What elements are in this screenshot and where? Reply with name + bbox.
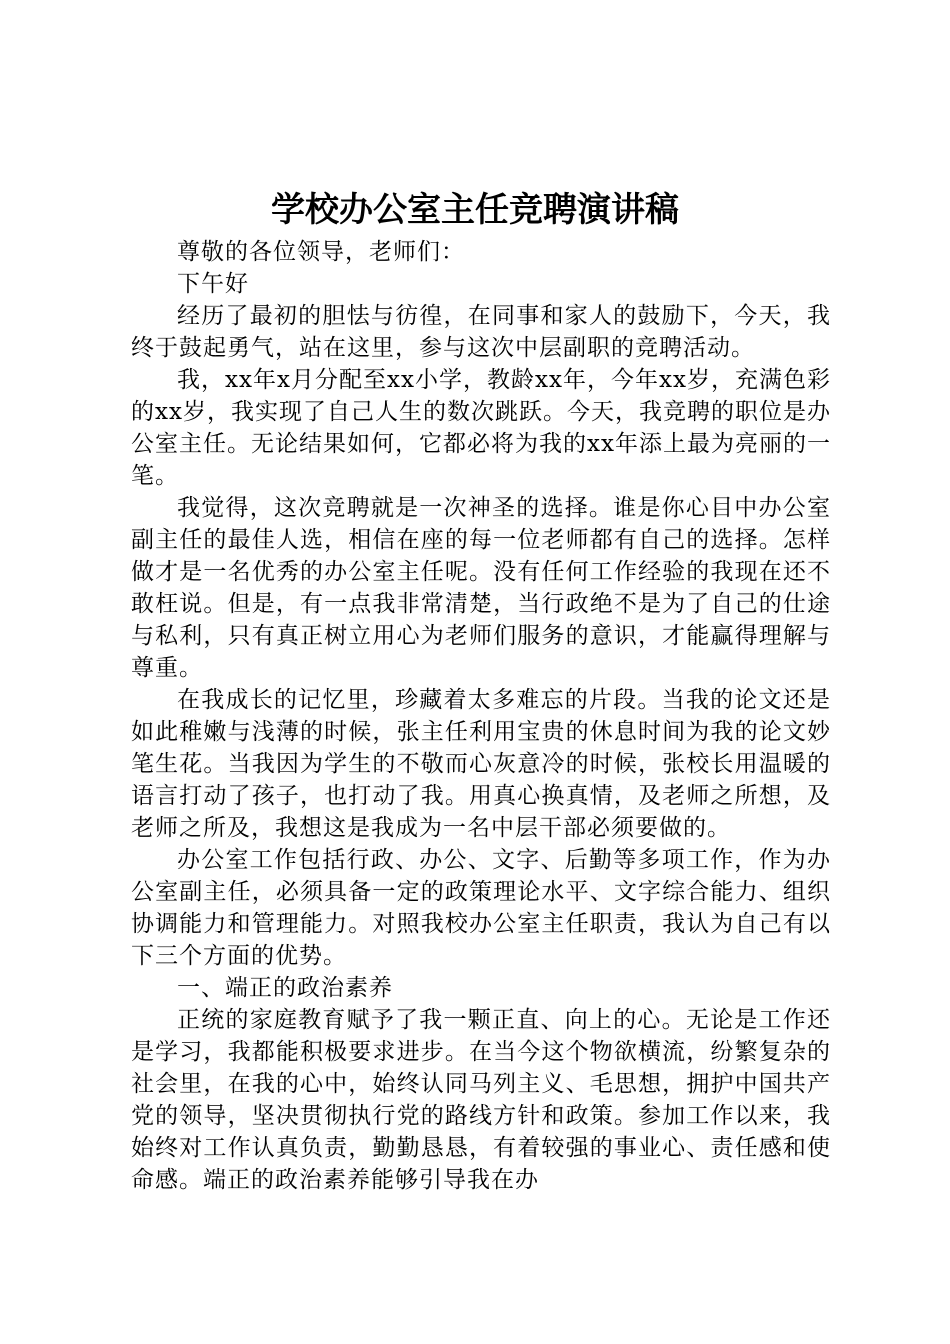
paragraph: 我，xx年x月分配至xx小学，教龄xx年，今年xx岁，充满色彩的xx岁，我实现了自己人生的数次跳跃。今天，我竞聘的职位是办公室主任。无论结果如何，它都必将为我的xx年添上最为亮丽的一笔。: [131, 367, 831, 489]
section-heading: 一、端正的政治素养: [177, 975, 393, 1001]
paragraph-greeting: 尊敬的各位领导，老师们：: [177, 239, 465, 265]
paragraph: 我觉得，这次竞聘就是一次神圣的选择。谁是你心目中办公室副主任的最佳人选，相信在座的每一位老师都有自己的选择。怎样做才是一名优秀的办公室主任呢。没有任何工作经验的我现在还不敢枉说。但是，有一点我非常清楚，当行政绝不是为了自己的仕途与私利，只有真正树立用心为老师们服务的意识，才能赢得理解与尊重。: [131, 495, 831, 681]
document-title: 学校办公室主任竞聘演讲稿: [271, 190, 679, 230]
document-body: [131, 236, 831, 1196]
paragraph: 正统的家庭教育赋予了我一颗正直、向上的心。无论是工作还是学习，我都能积极要求进步。在当今这个物欲横流，纷繁复杂的社会里，在我的心中，始终认同马列主义、毛思想，拥护中国共产党的领导，坚决贯彻执行党的路线方针和政策。参加工作以来，我始终对工作认真负责，勤勤恳恳，有着较强的事业心、责任感和使命感。端正的政治素养能够引导我在办: [131, 1007, 831, 1193]
paragraph-salutation: 下午好: [177, 271, 249, 297]
paragraph: 在我成长的记忆里，珍藏着太多难忘的片段。当我的论文还是如此稚嫩与浅薄的时候，张主任利用宝贵的休息时间为我的论文妙笔生花。当我因为学生的不敬而心灰意冷的时候，张校长用温暖的语言打动了孩子，也打动了我。用真心换真情，及老师之所想，及老师之所及，我想这是我成为一名中层干部必须要做的。: [131, 687, 831, 841]
paragraph: 办公室工作包括行政、办公、文字、后勤等多项工作，作为办公室副主任，必须具备一定的政策理论水平、文字综合能力、组织协调能力和管理能力。对照我校办公室主任职责，我认为自己有以下三个方面的优势。: [131, 847, 831, 969]
paragraph: 经历了最初的胆怯与彷徨，在同事和家人的鼓励下，今天，我终于鼓起勇气，站在这里，参与这次中层副职的竞聘活动。: [131, 303, 831, 361]
